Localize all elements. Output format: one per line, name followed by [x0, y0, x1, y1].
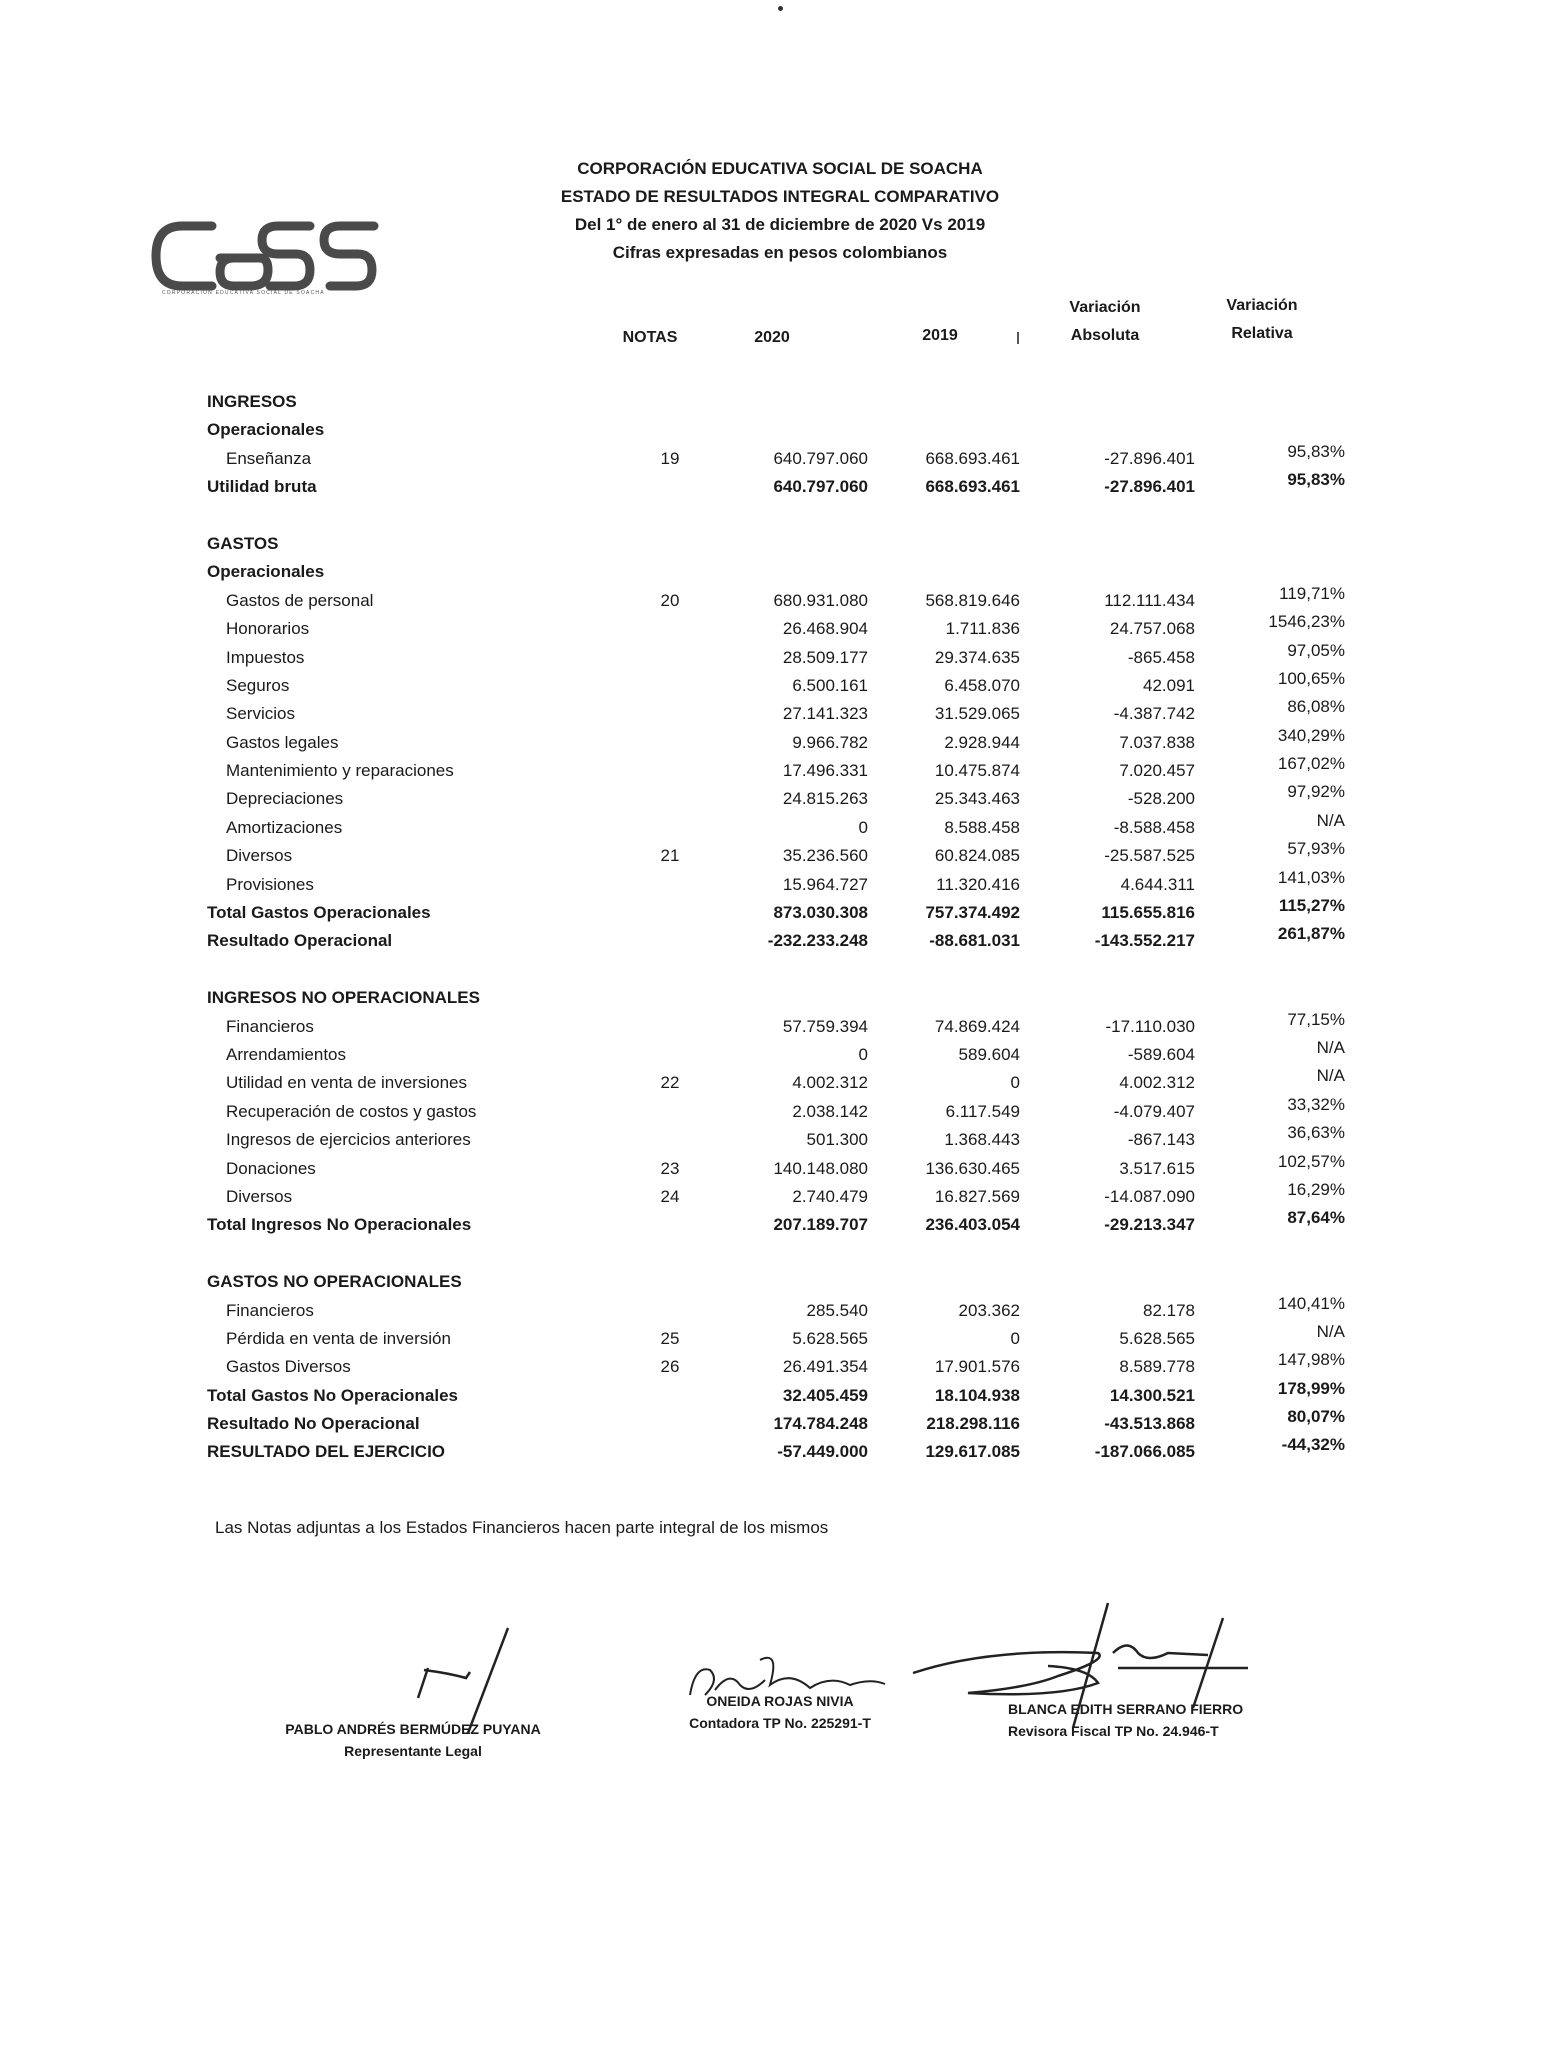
section-header-row — [0, 558, 1553, 586]
row-label: Resultado No Operacional — [207, 1414, 420, 1434]
variation-relative: -44,32% — [1281, 1435, 1345, 1455]
variation-absolute: 115.655.816 — [1101, 903, 1195, 923]
variation-relative: 1546,23% — [1268, 612, 1345, 632]
col-header-abs-line2: Absoluta — [1070, 327, 1140, 344]
value-2020: 26.468.904 — [782, 619, 868, 639]
variation-absolute: 7.037.838 — [1119, 732, 1195, 752]
table-row — [0, 1179, 1553, 1211]
variation-absolute: 82.178 — [1143, 1300, 1195, 1320]
value-2020: 2.740.479 — [792, 1186, 868, 1206]
row-label: GASTOS — [207, 533, 279, 553]
value-2020: 140.148.080 — [773, 1158, 868, 1178]
table-row — [0, 1123, 1553, 1154]
value-2020: 0 — [858, 817, 868, 837]
value-2020: 0 — [858, 1044, 868, 1064]
row-label: Impuestos — [226, 647, 305, 667]
value-2020: -57.449.000 — [777, 1442, 868, 1462]
row-label: Diversos — [226, 846, 293, 866]
table-row — [0, 1321, 1553, 1353]
value-2020: 640.797.060 — [773, 448, 868, 468]
row-label: Servicios — [226, 704, 295, 724]
value-2019: 668.693.461 — [925, 477, 1020, 497]
variation-relative: 141,03% — [1277, 867, 1345, 887]
value-2019: 1.711.836 — [945, 619, 1020, 639]
signature-role: Revisora Fiscal TP No. 24.946-T — [1008, 1723, 1219, 1739]
table-row — [0, 725, 1553, 757]
value-2020: 28.509.177 — [782, 647, 868, 667]
table-row — [0, 782, 1553, 813]
signature-scribble-icon — [670, 1640, 910, 1710]
value-2019: 236.403.054 — [925, 1215, 1020, 1235]
value-2019: 2.928.944 — [944, 732, 1020, 752]
value-2019: 0 — [1010, 1328, 1020, 1348]
row-label: Mantenimiento y reparaciones — [226, 761, 454, 781]
variation-absolute: -29.213.347 — [1104, 1215, 1195, 1235]
col-header-rel-line1: Variación — [1226, 297, 1298, 314]
value-2020: 9.966.782 — [792, 732, 868, 752]
variation-relative: 77,15% — [1287, 1009, 1345, 1029]
table-row — [0, 697, 1553, 728]
value-2019: 0 — [1010, 1073, 1020, 1093]
table-row — [0, 583, 1553, 615]
variation-relative: 87,64% — [1287, 1208, 1345, 1228]
row-label: Gastos Diversos — [226, 1357, 351, 1377]
value-2020: 15.964.727 — [782, 874, 868, 894]
value-2019: 668.693.461 — [925, 448, 1020, 468]
row-label: Recuperación de costos y gastos — [226, 1101, 477, 1121]
variation-absolute: 8.589.778 — [1119, 1357, 1195, 1377]
row-label: Enseñanza — [226, 448, 312, 468]
cess-logo-icon — [150, 218, 380, 298]
row-label: Financieros — [226, 1016, 314, 1036]
signature-name: BLANCA EDITH SERRANO FIERRO — [1008, 1701, 1244, 1717]
variation-relative: 147,98% — [1277, 1350, 1345, 1370]
value-2019: 18.104.938 — [934, 1385, 1020, 1405]
total-row — [0, 1435, 1553, 1466]
variation-relative: 97,92% — [1287, 782, 1345, 802]
row-label: GASTOS NO OPERACIONALES — [207, 1272, 462, 1292]
variation-relative: 119,71% — [1279, 583, 1345, 603]
row-label: Utilidad en venta de inversiones — [226, 1073, 467, 1093]
variation-absolute: 24.757.068 — [1109, 619, 1195, 639]
value-2020: 26.491.354 — [782, 1357, 868, 1377]
value-2020: 5.628.565 — [792, 1328, 868, 1348]
value-2019: 11.320.416 — [936, 874, 1020, 894]
row-label: Gastos de personal — [226, 590, 374, 610]
value-2020: 4.002.312 — [792, 1073, 868, 1093]
row-note: 19 — [660, 448, 680, 468]
variation-absolute: -867.143 — [1127, 1130, 1195, 1150]
row-label: Financieros — [226, 1300, 314, 1320]
row-label: INGRESOS NO OPERACIONALES — [207, 988, 480, 1008]
spacer-row — [0, 502, 1553, 530]
value-2019: 25.343.463 — [934, 789, 1020, 809]
section-header-row — [0, 388, 1553, 416]
table-row — [0, 441, 1553, 473]
value-2019: 31.529.065 — [934, 704, 1020, 724]
row-label: Resultado Operacional — [207, 931, 393, 951]
row-label: Pérdida en venta de inversión — [226, 1328, 451, 1348]
row-label: Honorarios — [226, 619, 310, 639]
variation-absolute: -25.587.525 — [1104, 846, 1195, 866]
table-row — [0, 1293, 1553, 1325]
variation-absolute: 14.300.521 — [1109, 1385, 1195, 1405]
variation-relative: N/A — [1316, 1037, 1345, 1057]
variation-relative: 178,99% — [1277, 1378, 1345, 1398]
value-2020: -232.233.248 — [767, 931, 868, 951]
spacer-row — [0, 1240, 1553, 1268]
row-label: Gastos legales — [226, 732, 339, 752]
value-2019: 6.117.549 — [945, 1101, 1020, 1121]
variation-absolute: 5.628.565 — [1119, 1328, 1195, 1348]
table-row — [0, 1037, 1553, 1069]
logo-subtitle: CORPORACIÓN EDUCATIVA SOCIAL DE SOACHA — [162, 290, 325, 296]
row-label: Total Gastos Operacionales — [207, 903, 431, 923]
variation-relative: N/A — [1316, 1321, 1345, 1341]
report-period: Del 1° de enero al 31 de diciembre de 2020 Vs 2019 — [574, 215, 986, 234]
value-2019: 136.630.465 — [925, 1158, 1020, 1178]
value-2019: 1.368.443 — [944, 1130, 1020, 1150]
variation-relative: 340,29% — [1277, 725, 1345, 745]
row-label: Operacionales — [207, 420, 325, 440]
spacer-row — [0, 956, 1553, 984]
value-2019: 589.604 — [958, 1044, 1020, 1064]
row-label: Ingresos de ejercicios anteriores — [226, 1130, 471, 1150]
row-label: RESULTADO DEL EJERCICIO — [207, 1442, 446, 1462]
row-label: Total Ingresos No Operacionales — [207, 1215, 472, 1235]
row-note: 22 — [660, 1073, 680, 1093]
row-note: 20 — [660, 590, 680, 610]
value-2020: 32.405.459 — [782, 1385, 868, 1405]
variation-relative: 102,57% — [1277, 1151, 1345, 1171]
variation-absolute: 42.091 — [1143, 675, 1195, 695]
signature-block-accountant — [660, 1690, 900, 1734]
variation-absolute: -143.552.217 — [1094, 931, 1195, 951]
row-label: Seguros — [226, 675, 290, 695]
row-label: Total Gastos No Operacionales — [207, 1385, 458, 1405]
col-header-rel-line2: Relativa — [1231, 325, 1293, 342]
variation-relative: 33,32% — [1287, 1094, 1345, 1114]
table-row — [0, 1009, 1553, 1041]
variation-relative: 167,02% — [1277, 754, 1345, 774]
variation-relative: 36,63% — [1287, 1123, 1345, 1143]
section-header-row — [0, 416, 1553, 444]
col-header-abs-line1: Variación — [1069, 299, 1141, 316]
total-row — [0, 1208, 1553, 1239]
signature-scribble-icon — [908, 1598, 1308, 1728]
report-header — [530, 155, 1030, 267]
value-2020: 207.189.707 — [773, 1215, 868, 1235]
total-row — [0, 1378, 1553, 1410]
table-row — [0, 867, 1553, 899]
variation-relative: 97,05% — [1287, 640, 1345, 660]
row-label: Depreciaciones — [226, 789, 344, 809]
variation-relative: 80,07% — [1287, 1407, 1345, 1427]
value-2019: 757.374.492 — [925, 903, 1020, 923]
table-row — [0, 810, 1553, 842]
value-2019: 10.475.874 — [934, 761, 1020, 781]
value-2019: 6.458.070 — [944, 675, 1020, 695]
variation-absolute: 112.111.434 — [1104, 590, 1195, 610]
variation-relative: 100,65% — [1277, 668, 1345, 688]
income-statement-table — [0, 388, 1553, 1467]
variation-absolute: -528.200 — [1127, 789, 1195, 809]
value-2019: 203.362 — [958, 1300, 1020, 1320]
value-2019: 29.374.635 — [934, 647, 1020, 667]
variation-relative: 86,08% — [1287, 697, 1345, 717]
col-header-variacion-relativa — [1212, 292, 1312, 348]
row-note: 25 — [660, 1328, 680, 1348]
row-note: 26 — [660, 1357, 680, 1377]
value-2019: 218.298.116 — [926, 1414, 1020, 1434]
value-2020: 2.038.142 — [792, 1101, 868, 1121]
variation-absolute: -8.588.458 — [1113, 817, 1195, 837]
row-label: Operacionales — [207, 562, 325, 582]
org-name: CORPORACIÓN EDUCATIVA SOCIAL DE SOACHA — [577, 159, 983, 178]
table-row — [0, 612, 1553, 643]
currency-note: Cifras expresadas en pesos colombianos — [612, 243, 948, 262]
variation-absolute: 4.002.312 — [1119, 1073, 1195, 1093]
row-label: Amortizaciones — [226, 817, 343, 837]
variation-absolute: -187.066.085 — [1094, 1442, 1195, 1462]
row-note: 24 — [660, 1186, 680, 1206]
value-2020: 501.300 — [806, 1130, 868, 1150]
table-row — [0, 640, 1553, 672]
value-2019: 17.901.576 — [934, 1357, 1020, 1377]
row-label: Donaciones — [226, 1158, 316, 1178]
variation-relative: 95,83% — [1287, 441, 1345, 461]
signature-name: ONEIDA ROJAS NIVIA — [706, 1693, 854, 1709]
value-2020: 35.236.560 — [782, 846, 868, 866]
variation-relative: 95,83% — [1287, 470, 1345, 490]
column-separator-mark — [1017, 332, 1019, 344]
row-label: Arrendamientos — [226, 1044, 347, 1064]
row-note: 23 — [660, 1158, 680, 1178]
row-label: Utilidad bruta — [207, 477, 317, 497]
variation-absolute: -27.896.401 — [1104, 477, 1195, 497]
section-header-row — [0, 530, 1553, 558]
value-2020: 680.931.080 — [773, 590, 868, 610]
variation-absolute: -865.458 — [1127, 647, 1195, 667]
signature-role: Contadora TP No. 225291-T — [689, 1715, 871, 1731]
value-2019: 8.588.458 — [944, 817, 1020, 837]
scan-dot — [778, 6, 783, 11]
table-row — [0, 839, 1553, 870]
signature-role: Representante Legal — [344, 1743, 482, 1759]
total-row — [0, 896, 1553, 927]
total-row — [0, 924, 1553, 955]
value-2020: 27.141.323 — [782, 704, 868, 724]
variation-relative: N/A — [1316, 1066, 1345, 1086]
value-2019: 129.617.085 — [925, 1442, 1020, 1462]
value-2019: 16.827.569 — [934, 1186, 1020, 1206]
value-2019: 568.819.646 — [925, 590, 1020, 610]
value-2020: 17.496.331 — [782, 761, 868, 781]
variation-relative: 140,41% — [1277, 1293, 1345, 1313]
col-header-variacion-absoluta — [1055, 294, 1155, 350]
variation-absolute: -43.513.868 — [1104, 1414, 1195, 1434]
value-2020: 57.759.394 — [782, 1016, 868, 1036]
value-2019: 60.824.085 — [934, 846, 1020, 866]
variation-absolute: -14.087.090 — [1104, 1186, 1195, 1206]
report-title: ESTADO DE RESULTADOS INTEGRAL COMPARATIVO — [560, 187, 1000, 206]
row-label: INGRESOS — [207, 392, 297, 411]
value-2020: 640.797.060 — [773, 477, 868, 497]
variation-absolute: 7.020.457 — [1119, 761, 1195, 781]
table-row — [0, 1151, 1553, 1183]
variation-absolute: -589.604 — [1127, 1044, 1195, 1064]
total-row — [0, 470, 1553, 501]
signature-block-legal-rep — [268, 1718, 558, 1762]
total-row — [0, 1407, 1553, 1438]
variation-relative: N/A — [1316, 810, 1345, 830]
col-header-2020: 2020 — [754, 329, 790, 346]
signature-block-auditor — [1008, 1698, 1298, 1742]
variation-absolute: 3.517.615 — [1119, 1158, 1195, 1178]
footnote: Las Notas adjuntas a los Estados Financieros hacen parte integral de los mismos — [215, 1518, 829, 1537]
value-2019: 74.869.424 — [934, 1016, 1020, 1036]
section-header-row — [0, 1268, 1553, 1296]
row-note: 21 — [660, 846, 680, 866]
variation-relative: 115,27% — [1278, 896, 1345, 916]
value-2020: 6.500.161 — [792, 675, 868, 695]
section-header-row — [0, 984, 1553, 1012]
signature-scribble-icon — [358, 1618, 558, 1738]
row-label: Diversos — [226, 1186, 293, 1206]
value-2020: 285.540 — [806, 1300, 868, 1320]
variation-relative: 16,29% — [1287, 1179, 1345, 1199]
signature-name: PABLO ANDRÉS BERMÚDEZ PUYANA — [285, 1721, 541, 1737]
col-header-2019: 2019 — [922, 327, 958, 344]
cess-logo — [150, 218, 380, 298]
table-row — [0, 1094, 1553, 1126]
variation-absolute: 4.644.311 — [1120, 874, 1195, 894]
variation-absolute: -27.896.401 — [1104, 448, 1195, 468]
value-2020: 174.784.248 — [773, 1414, 868, 1434]
table-row — [0, 1350, 1553, 1381]
variation-relative: 261,87% — [1277, 924, 1345, 944]
row-label: Provisiones — [226, 874, 314, 894]
variation-absolute: -4.387.742 — [1113, 704, 1195, 724]
table-row — [0, 668, 1553, 700]
value-2019: -88.681.031 — [929, 931, 1020, 951]
variation-relative: 57,93% — [1287, 839, 1345, 859]
variation-absolute: -4.079.407 — [1113, 1101, 1195, 1121]
col-header-notas: NOTAS — [622, 329, 678, 346]
value-2020: 24.815.263 — [782, 789, 868, 809]
table-row — [0, 754, 1553, 785]
table-row — [0, 1066, 1553, 1097]
variation-absolute: -17.110.030 — [1105, 1016, 1195, 1036]
value-2020: 873.030.308 — [773, 903, 868, 923]
